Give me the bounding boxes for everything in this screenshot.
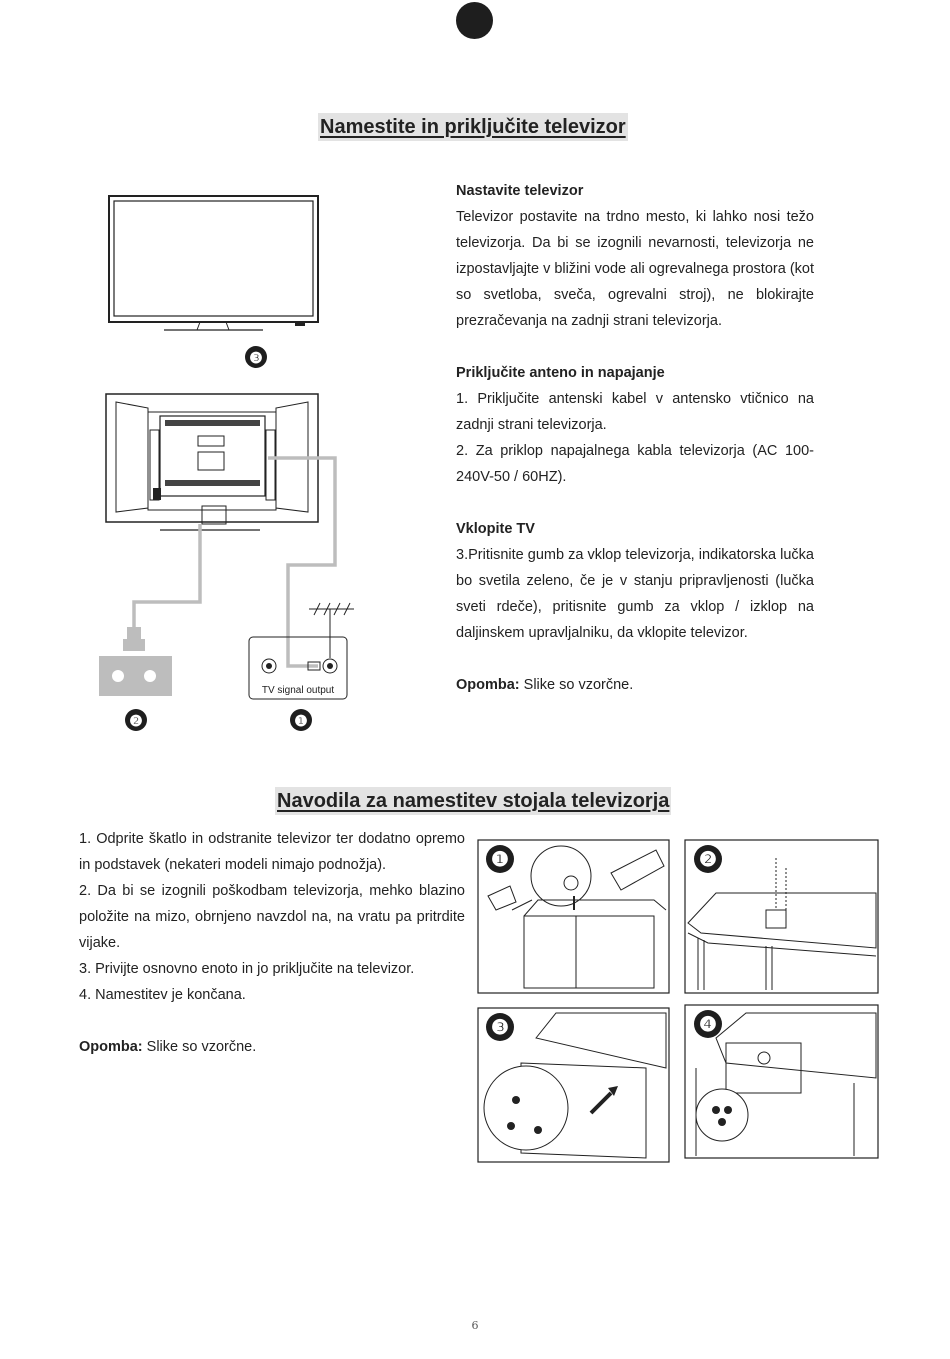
section2-text xyxy=(79,826,465,1060)
marker-3-label: ❸ xyxy=(249,350,263,367)
panel-4-marker: ❹ xyxy=(699,1014,717,1036)
marker-2-label: ❷ xyxy=(129,713,143,730)
stand-step-3: 3. Privijte osnovno enoto in jo priključite na televizor. xyxy=(79,961,415,977)
stand-step-4: 4. Namestitev je končana. xyxy=(79,987,246,1003)
panel-2 xyxy=(685,840,878,993)
page-number: 6 xyxy=(471,1319,479,1332)
poweron-heading: Vklopite TV xyxy=(456,521,535,537)
connect-line1: 1. Priključite antenski kabel v antensko vtičnico na zadnji strani televizorja. xyxy=(456,391,814,433)
connect-line2: 2. Za priklop napajalnega kabla televizorja (AC 100-240V-50 / 60HZ). xyxy=(456,443,814,485)
note xyxy=(456,672,814,698)
tv-signal-label: TV signal output xyxy=(261,685,335,696)
note-2 xyxy=(79,1034,465,1060)
panel-1 xyxy=(478,840,669,993)
page-marker-dot xyxy=(456,2,493,39)
note-2-text: Slike so vzorčne. xyxy=(142,1039,257,1055)
note-2-label: Opomba: xyxy=(79,1039,143,1055)
section1-text xyxy=(456,178,814,698)
note-text: Slike so vzorčne. xyxy=(519,677,634,693)
setup-text: Televizor postavite na trdno mesto, ki lahko nosi težo televizorja. Da bi se izognili nevarnosti, televizorja ne izpostavljajte v bližini vode ali ogrevalnega prostora (kot so svetloba, sveča, ogrevalni stroj), ne blokirajte prezračevanja na zadnji strani televizorja. xyxy=(456,209,814,329)
stand-install-panels xyxy=(476,838,881,1164)
section1-title: Namestite in priključite televizor xyxy=(318,113,628,141)
panel-1-marker: ❶ xyxy=(491,849,509,871)
tv-connection-diagram xyxy=(90,190,380,740)
stand-step-2: 2. Da bi se izognili poškodbam televizorja, mehko blazino položite na mizo, obrnjeno navzdol na, na vratu pa pritrdite vijake. xyxy=(79,883,465,951)
poweron-text: 3.Pritisnite gumb za vklop televizorja, indikatorska lučka bo svetila zeleno, če je v stanju pripravljenosti (lučka sveti rdeče), pritisnite gumb za vklop / izklop na daljinskem upravljalniku, da vklopite televizor. xyxy=(456,547,814,641)
marker-1-label: ❶ xyxy=(294,713,308,730)
tv-front-illustration xyxy=(109,196,318,330)
section2-title: Navodila za namestitev stojala televizorja xyxy=(275,787,671,815)
tv-back-illustration xyxy=(106,394,318,530)
note-label: Opomba: xyxy=(456,677,520,693)
power-outlet-illustration xyxy=(99,656,172,696)
panel-3-marker: ❸ xyxy=(491,1017,509,1039)
panel-2-marker: ❷ xyxy=(699,849,717,871)
panel-3 xyxy=(478,1008,669,1162)
setup-heading: Nastavite televizor xyxy=(456,183,584,199)
connect-heading: Priključite anteno in napajanje xyxy=(456,365,665,381)
stand-step-1: 1. Odprite škatlo in odstranite televizor ter dodatno opremo in podstavek (nekateri modeli nimajo podnožja). xyxy=(79,831,465,873)
panel-4 xyxy=(685,1005,878,1158)
